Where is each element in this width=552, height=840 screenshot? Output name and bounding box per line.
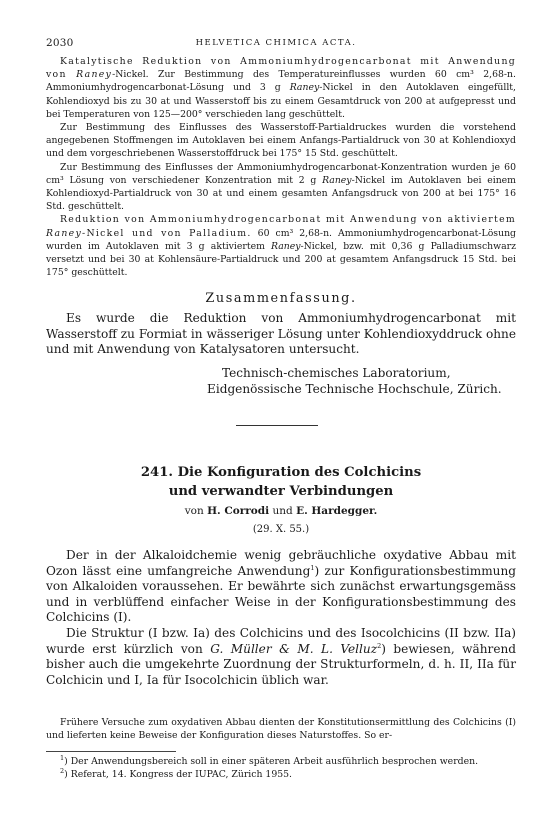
experimental-paragraph-3: Zur Bestimmung des Einflusses der Ammoniumhydrogencarbonat-Konzentration wurden je 60 cm³ Lösung von verschiedener Konzentration mit 2 g Raney-Nickel im Autoklaven bei einem Kohlendioxyd-Partialdruck von 30 at und einem gesamten Anfangsdruck von 200 at bei 175° 16 Std. geschüttelt.: [46, 161, 516, 213]
page-number: 2030: [46, 37, 74, 49]
author-2: E. Hardegger.: [296, 505, 378, 517]
experimental-paragraph-2: Zur Bestimmung des Einflusses des Wasserstoff-Partialdruckes wurden die vorstehend angegebenen Stoffmengen im Autoklaven bei einem Anfangs-Partialdruck von 30 at Kohlendioxyd und dem vorgeschriebenen Wasserstoffdruck bei 175° 15 Std. geschüttelt.: [46, 122, 516, 160]
footnote-1: $^1$) Der Anwendungsbereich soll in einer späteren Arbeit ausführlich besprochen werden.: [60, 753, 479, 767]
institution-line-1: Technisch-chemisches Laboratorium,: [222, 366, 451, 380]
section-divider: [236, 425, 318, 426]
experimental-paragraph-1: Katalytische Reduktion von Ammoniumhydrogencarbonat mit Anwendung von Raney-Nickel. Zur Bestimmung des Temperatureinflusses wurden 60 cm³ 2,68-n. Ammoniumhydrogencarbonat-Lösung und 3 g Raney-Nickel in den Autoklaven eingefüllt, Kohlendioxyd bis zu 30 at und Wasserstoff bis zu einem Gesamtdruck von 200 at aufgepresst und bei Temperaturen von 125—200° verschieden lang geschüttelt.: [46, 56, 516, 120]
body-paragraph-1: Der in der Alkaloidchemie wenig gebräuchliche oxydative Abbau mit Ozon lässt eine umfangreiche Anwendung$^1$) zur Konfigurationsbestimmung von Alkaloiden voraussehen. Er bewährte sich zunächst erwartungsgemäss und in verblüffend einfacher Weise in der Konfigurationsbestimmung des Colchicins (I).: [46, 548, 516, 625]
article-title-line-2: und verwandter Verbindungen: [168, 483, 394, 499]
institution-line-2: Eidgenössische Technische Hochschule, Zürich.: [207, 382, 502, 396]
institution: [207, 365, 502, 397]
summary-heading: Zusammenfassung.: [205, 291, 357, 306]
footnote-ref-1[interactable]: 1: [310, 563, 315, 572]
footnote-2: $^2$) Referat, 14. Kongress der IUPAC, Zürich 1955.: [60, 766, 293, 780]
running-head: HELVETICA CHIMICA ACTA.: [195, 38, 357, 48]
experimental-paragraph-4: Reduktion von Ammoniumhydrogencarbonat mit Anwendung von aktiviertem Raney-Nickel und von Palladium. 60 cm³ 2,68-n. Ammoniumhydrogencarbonat-Lösung wurden im Autoklaven mit 3 g aktiviertem Raney-Nickel, bzw. mit 0,36 g Palladiumschwarz versetzt und bei 30 at Kohlensäure-Partialdruck und 200 at gesamtem Anfangsdruck 15 Std. bei 175° geschüttelt.: [46, 214, 517, 279]
article-date: (29. X. 55.): [252, 524, 310, 535]
summary-section: [46, 311, 516, 358]
body-small-text: [46, 716, 516, 742]
body-paragraph-3: Frühere Versuche zum oxydativen Abbau dienten der Konstitutionsermittlung des Colchicins (I) und lieferten keine Beweise der Konfiguration dieses Naturstoffes. So er-: [46, 717, 516, 742]
footnote-ref-2[interactable]: 2: [377, 641, 382, 650]
experimental-section: [46, 55, 516, 279]
article-body: [46, 548, 516, 688]
author-1: H. Corrodi: [207, 505, 270, 517]
footnotes: [46, 753, 516, 781]
footnote-divider: [46, 751, 176, 752]
article-title-line-1: 241. Die Konfiguration des Colchicins: [140, 465, 422, 480]
body-paragraph-2: Die Struktur (I bzw. Ia) des Colchicins und des Isocolchicins (II bzw. IIa) wurde erst kürzlich von G. Müller & M. L. Velluz$^2$) bewiesen, während bisher auch die umgekehrte Zuordnung der Strukturformeln, d. h. II, IIa für Colchicin und I, Ia für Isocolchicin üblich war.: [46, 625, 517, 687]
summary-text: Es wurde die Reduktion von Ammoniumhydrogencarbonat mit Wasserstoff zu Formiat in wässeriger Lösung unter Kohlendioxyddruck ohne und mit Anwendung von Katalysatoren untersucht.: [46, 311, 516, 357]
article-title: [46, 464, 516, 501]
article-authors: von H. Corrodi und E. Hardegger.: [184, 505, 378, 517]
